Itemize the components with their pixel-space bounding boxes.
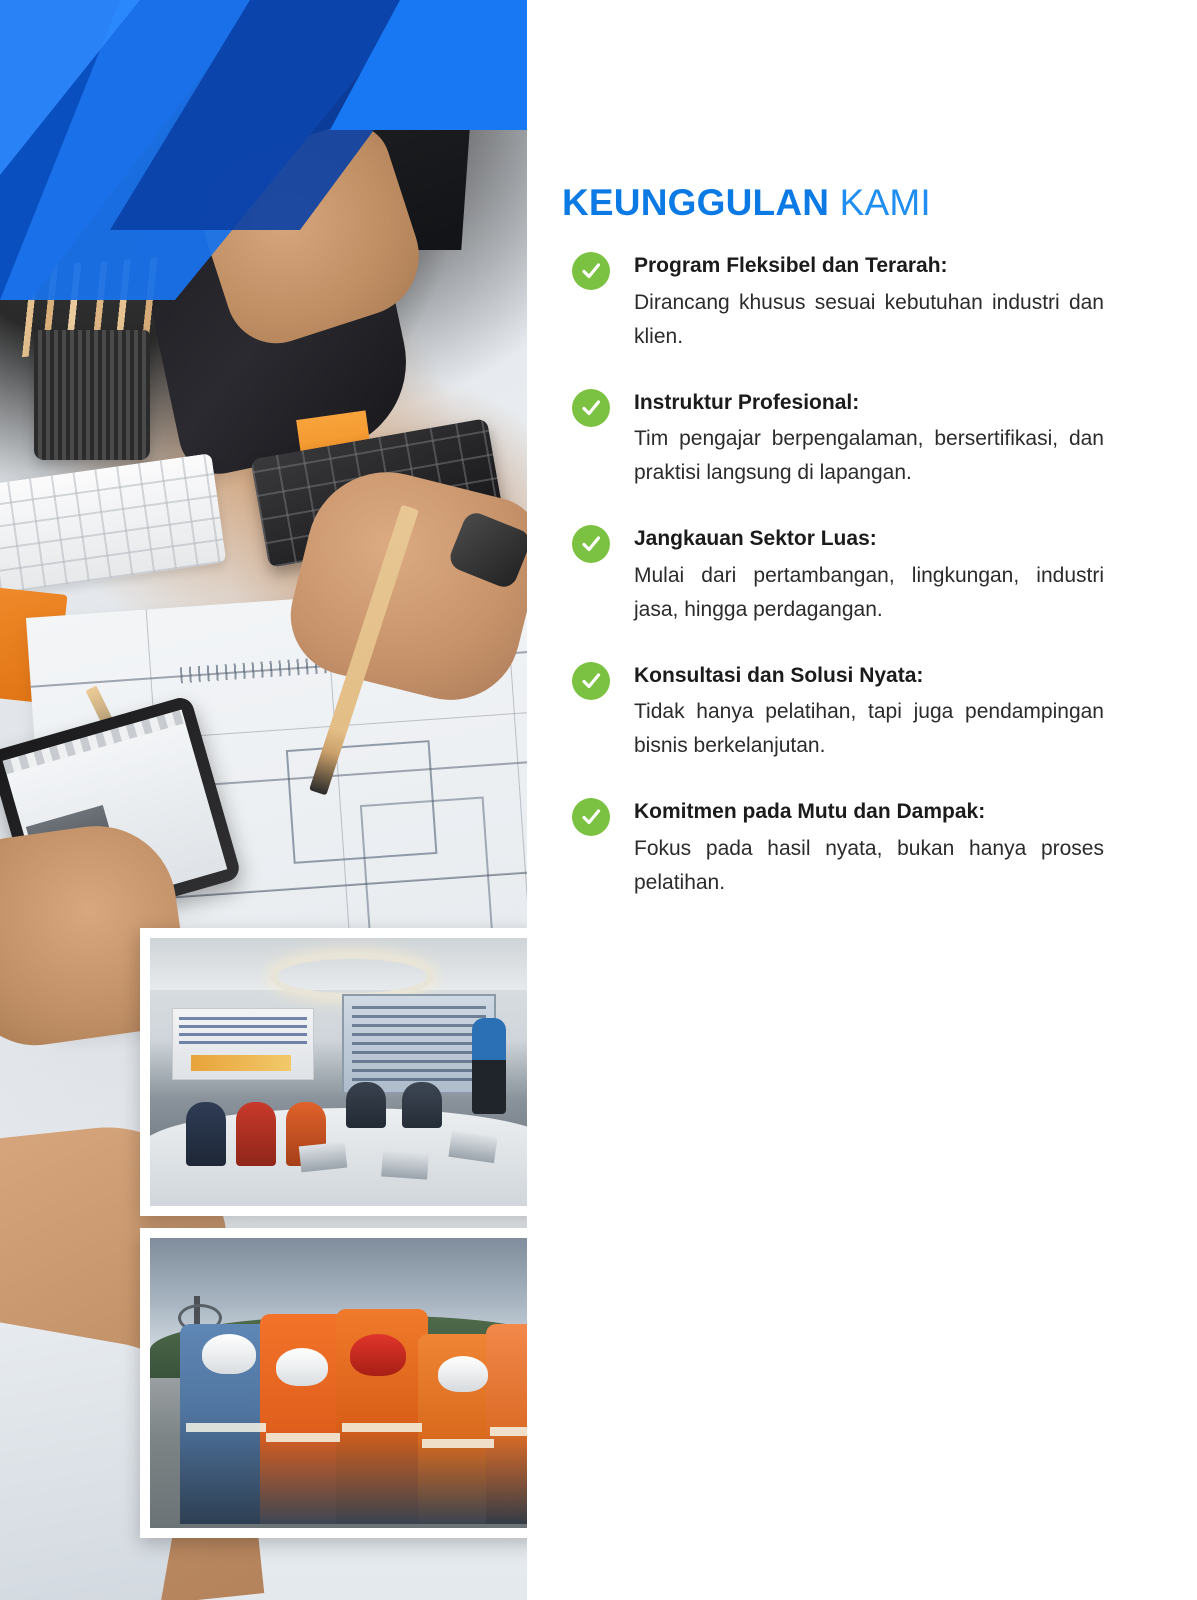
vest-reflective-stripe [490, 1427, 527, 1436]
participant-shape [346, 1082, 386, 1128]
vest-reflective-stripe [342, 1423, 422, 1432]
list-item-title: Konsultasi dan Solusi Nyata: [634, 663, 924, 687]
list-item [562, 250, 1162, 354]
list-item [562, 387, 1162, 491]
list-item [562, 660, 1162, 764]
check-circle-icon [572, 252, 610, 290]
safety-helmet-icon [276, 1348, 328, 1386]
list-item-title: Jangkauan Sektor Luas: [634, 527, 877, 551]
photo-site-workers-inner [150, 1238, 527, 1528]
list-item-body: Dirancang khusus sesuai kebutuhan industri dan klien. [634, 290, 1104, 348]
pencil-cup-shape [34, 330, 150, 460]
participant-shape [236, 1102, 276, 1166]
list-item-title: Instruktur Profesional: [634, 390, 860, 414]
list-item-title: Komitmen pada Mutu dan Dampak: [634, 800, 986, 824]
photo-meeting-room-inner [150, 938, 527, 1206]
list-item-body: Tim pengajar berpengalaman, bersertifikasi, dan praktisi langsung di lapangan. [634, 427, 1104, 485]
vest-reflective-stripe [266, 1433, 340, 1442]
list-item-body: Tidak hanya pelatihan, tapi juga pendampingan bisnis berkelanjutan. [634, 700, 1104, 758]
worker-shape [486, 1324, 527, 1524]
vest-reflective-stripe [186, 1423, 266, 1432]
page-title [562, 182, 931, 224]
content-column [527, 0, 1197, 1600]
list-item-title: Program Fleksibel dan Terarah: [634, 254, 948, 277]
participant-shape [402, 1082, 442, 1128]
safety-helmet-icon [202, 1334, 256, 1374]
photo-collage-column [0, 0, 527, 1600]
photo-meeting-room [140, 928, 527, 1216]
page-title-light: KAMI [839, 182, 931, 223]
safety-helmet-icon [438, 1356, 488, 1392]
list-item [562, 796, 1162, 900]
ring-light-icon [270, 952, 434, 1000]
list-item-body: Mulai dari pertambangan, lingkungan, industri jasa, hingga perdagangan. [634, 563, 1104, 621]
check-circle-icon [572, 389, 610, 427]
worker-shape [260, 1314, 346, 1524]
list-item [562, 523, 1162, 627]
keyboard-shape [0, 453, 226, 597]
laptop-shape [381, 1150, 429, 1179]
advantages-list [562, 250, 1162, 933]
list-item-body: Fokus pada hasil nyata, bukan hanya proses pelatihan. [634, 836, 1104, 894]
photo-site-workers [140, 1228, 527, 1538]
check-circle-icon [572, 798, 610, 836]
participant-shape [186, 1102, 226, 1166]
presenter-person-shape [472, 1018, 506, 1114]
page-title-strong: KEUNGGULAN [562, 182, 830, 223]
check-circle-icon [572, 662, 610, 700]
laptop-shape [299, 1142, 347, 1173]
event-backdrop-banner [172, 1008, 314, 1080]
vest-reflective-stripe [422, 1439, 494, 1448]
check-circle-icon [572, 525, 610, 563]
safety-helmet-icon [350, 1334, 406, 1376]
